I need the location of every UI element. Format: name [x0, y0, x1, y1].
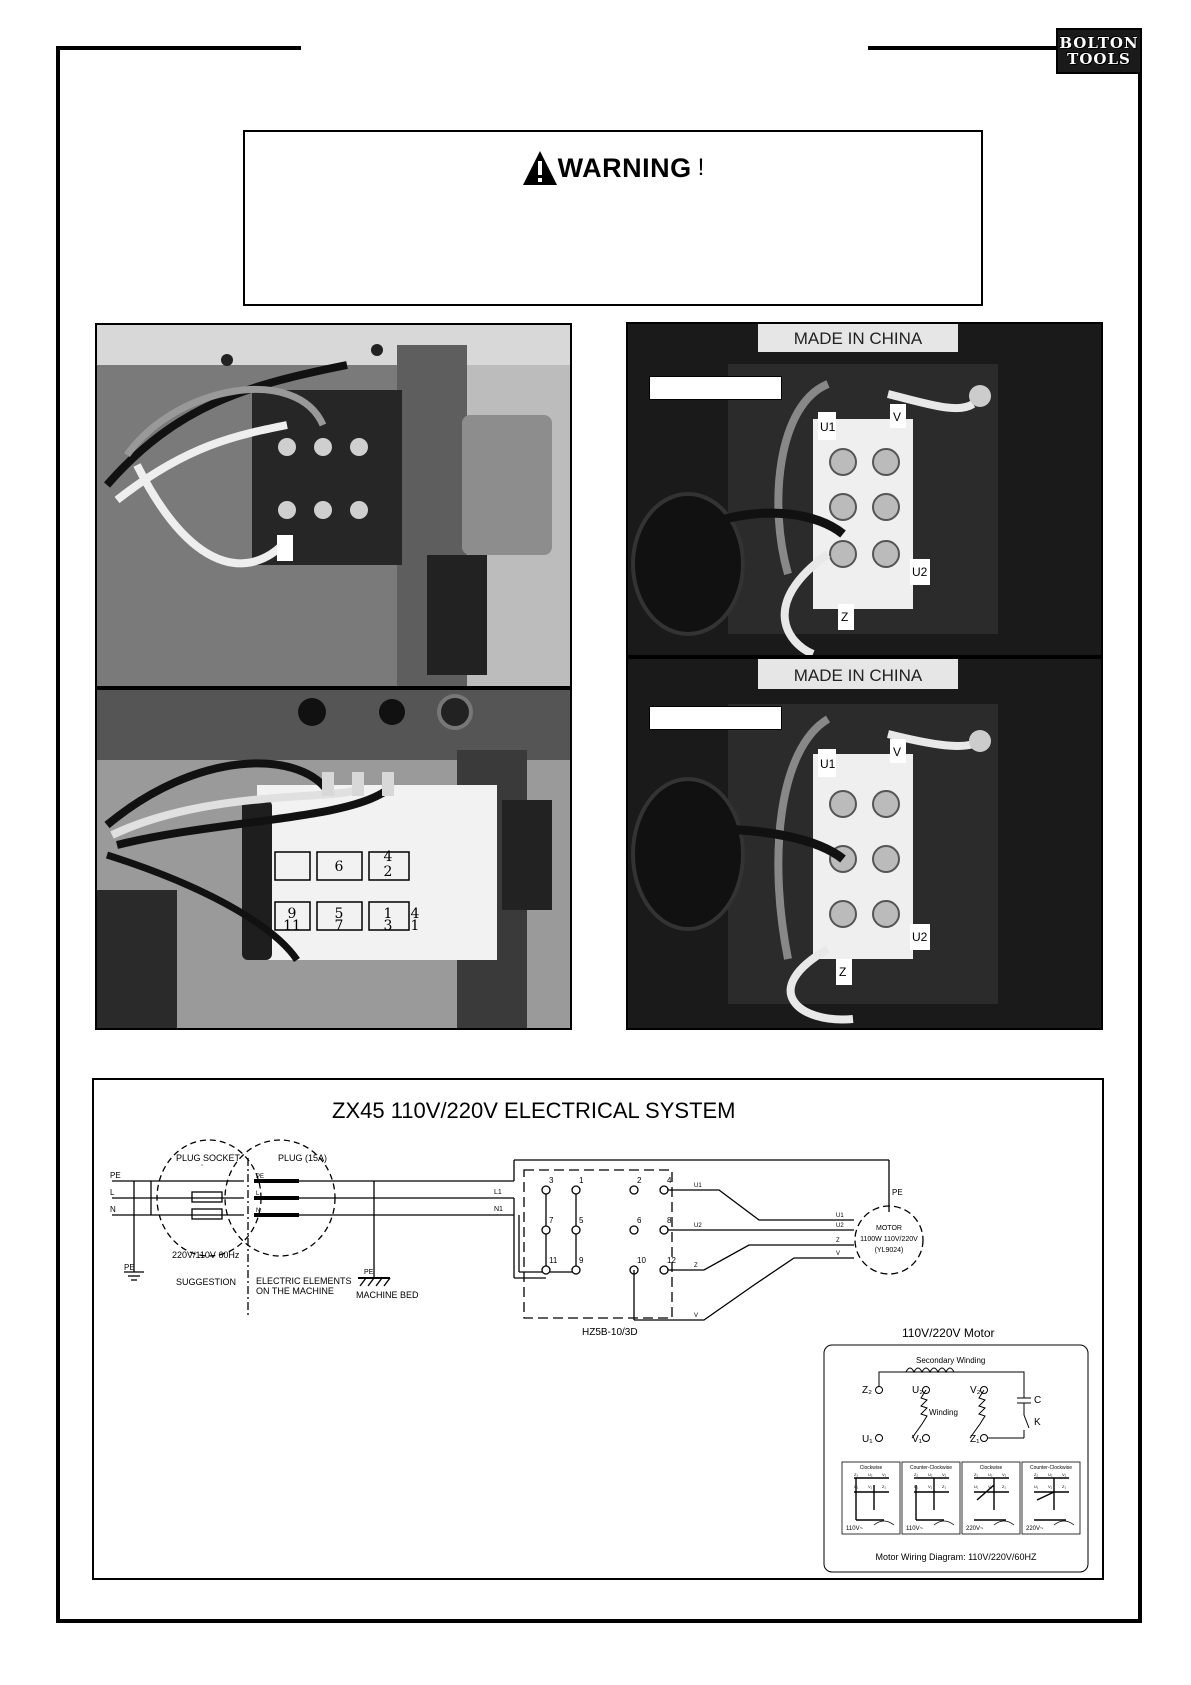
lbl-switch-k: K [1034, 1417, 1041, 1428]
mode-2 [902, 1462, 960, 1534]
logo-line2: TOOLS [1067, 50, 1131, 68]
m3-z2: Z₂ [974, 1472, 978, 1477]
term-10: 10 [637, 1256, 646, 1265]
m4-z1: Z₁ [1062, 1484, 1066, 1489]
lbl-capacitor: C [1034, 1395, 1042, 1406]
m2-v2: V₂ [942, 1472, 947, 1477]
term-2: 2 [637, 1176, 642, 1185]
m3-u2: U₂ [988, 1472, 993, 1477]
m4-v1: V₁ [1048, 1484, 1053, 1489]
lbl-electric-elements: ELECTRIC ELEMENTS [256, 1276, 352, 1286]
m2-z2: Z₂ [914, 1472, 918, 1477]
out-v: V [694, 1313, 699, 1319]
out-u2: U2 [694, 1223, 702, 1229]
motor-line1: MOTOR [876, 1225, 902, 1232]
photo-switch-bottom [95, 688, 572, 1030]
wiring-schematic [94, 1080, 1102, 1578]
warning-title: WARNING [557, 152, 692, 183]
motor-panel-title: 110V/220V Motor [902, 1326, 995, 1340]
lbl-on-machine: ON THE MACHINE [256, 1286, 334, 1296]
switch-grid-1b: 1 [410, 918, 420, 934]
t-u2: U₂ [912, 1385, 924, 1396]
m4-z2: Z₂ [1034, 1472, 1038, 1477]
switch-grid-9: 9 [287, 906, 297, 922]
lbl-ground-pe: PE [124, 1263, 135, 1272]
switch-grid-5: 5 [334, 906, 344, 922]
mode-2-dir: Counter-Clockwise [910, 1465, 952, 1471]
lbl-n: N [110, 1205, 116, 1214]
switch-grid-2: 2 [383, 864, 393, 880]
m1-z2: Z₂ [854, 1472, 858, 1477]
term-9: 9 [579, 1256, 584, 1265]
wire-label-v: V [893, 410, 902, 424]
wire-label-u2-b: U2 [912, 930, 928, 944]
term-12: 12 [667, 1256, 676, 1265]
wire-label-u1: U1 [820, 420, 836, 434]
mode-3-dir: Clockwise [979, 1465, 1003, 1471]
photo-label-patch-1 [649, 376, 782, 400]
m3-u1: U₁ [974, 1484, 979, 1489]
pin-n: N [256, 1208, 261, 1214]
m3-v1: V₁ [988, 1484, 993, 1489]
t-v2: V₂ [970, 1385, 981, 1396]
m1-z1: Z₁ [882, 1484, 886, 1489]
warning-heading [245, 150, 981, 186]
motor-line3: (YL9024) [874, 1247, 904, 1254]
term-4: 4 [667, 1176, 672, 1185]
photo-motor-terminal-1 [626, 322, 1103, 657]
warning-box [243, 130, 983, 306]
switch-grid-4b: 4 [410, 906, 420, 922]
motor-line2: 1100W 110V/220V [860, 1236, 918, 1243]
mode-4 [1022, 1462, 1080, 1534]
term-5: 5 [579, 1216, 584, 1225]
in-z: Z [836, 1238, 840, 1244]
term-8: 8 [667, 1216, 672, 1225]
t-z1: Z₁ [970, 1434, 980, 1445]
electrical-diagram [92, 1078, 1104, 1580]
m1-v1: V₁ [868, 1484, 873, 1489]
mode-1 [842, 1462, 900, 1534]
wire-label-v-b: V [893, 745, 902, 759]
nameplate-text-2: MADE IN CHINA [793, 666, 923, 685]
wire-label-z: Z [841, 610, 849, 624]
switch-grid-4a: 4 [383, 849, 393, 865]
in-u2: U2 [836, 1223, 844, 1229]
t-u1: U₁ [862, 1434, 873, 1445]
lbl-supply: 220V/110V 60Hz [172, 1250, 240, 1260]
warning-triangle-icon [522, 150, 558, 186]
diagram-title: ZX45 110V/220V ELECTRICAL SYSTEM [332, 1098, 736, 1123]
warning-mark: ! [697, 154, 705, 181]
photo-switch-top [95, 323, 572, 688]
top-rule-left [56, 46, 301, 50]
nameplate-text: MADE IN CHINA [793, 329, 923, 348]
switch-grid-3: 3 [383, 918, 393, 934]
switch-grid-11: 11 [283, 918, 301, 934]
m1-u2: U₂ [868, 1472, 873, 1477]
term-3: 3 [549, 1176, 554, 1185]
brand-logo [1056, 28, 1142, 74]
out-u1: U1 [694, 1183, 702, 1189]
term-11: 11 [549, 1256, 558, 1265]
lbl-pe: PE [110, 1171, 121, 1180]
m1-v2: V₂ [882, 1472, 887, 1477]
switch-grid-7: 7 [334, 918, 344, 934]
lbl-winding: Winding [929, 1408, 958, 1417]
m2-v1: V₁ [928, 1484, 933, 1489]
wire-label-u1-b: U1 [820, 757, 836, 771]
mode-1-dir: Clockwise [859, 1465, 883, 1471]
lbl-machine-bed: MACHINE BED [356, 1290, 419, 1300]
lbl-switch-name: HZ5B-10/3D [582, 1327, 638, 1338]
term-7: 7 [549, 1216, 554, 1225]
lbl-motor-pe: PE [892, 1188, 903, 1197]
m4-v2: V₂ [1062, 1472, 1067, 1477]
lbl-bed-pe: PE [364, 1269, 374, 1276]
top-rule-right [868, 46, 1058, 50]
pin-l: L [256, 1191, 260, 1197]
mode-2-volt: 110V~ [906, 1526, 924, 1532]
logo-line1: BOLTON [1059, 34, 1139, 52]
mode-4-volt: 220V~ [1026, 1526, 1044, 1532]
switch-grid-6: 6 [334, 859, 344, 875]
wire-label-u2: U2 [912, 565, 928, 579]
m2-u2: U₂ [928, 1472, 933, 1477]
in-v: V [836, 1251, 841, 1257]
in-u1: U1 [836, 1213, 844, 1219]
term-1: 1 [579, 1176, 584, 1185]
out-z: Z [694, 1263, 698, 1269]
m4-u2: U₂ [1048, 1472, 1053, 1477]
lbl-secondary-winding: Secondary Winding [916, 1356, 986, 1365]
mode-1-volt: 110V~ [846, 1526, 864, 1532]
lbl-l: L [110, 1188, 115, 1197]
lbl-l1: L1 [494, 1189, 502, 1196]
lbl-plug-socket: PLUG SOCKET [176, 1153, 241, 1163]
t-z2: Z₂ [862, 1385, 872, 1396]
lbl-n1: N1 [494, 1206, 503, 1213]
term-6: 6 [637, 1216, 642, 1225]
t-v1: V₁ [912, 1434, 923, 1445]
mode-4-dir: Counter-Clockwise [1030, 1465, 1072, 1471]
motor-panel [824, 1345, 1088, 1572]
m2-u1: U₁ [914, 1484, 919, 1489]
m4-u1: U₁ [1034, 1484, 1039, 1489]
m3-v2: V₂ [1002, 1472, 1007, 1477]
m2-z1: Z₁ [942, 1484, 946, 1489]
connection-diagrams [842, 1462, 1080, 1534]
lbl-plug: PLUG (15A) [278, 1153, 328, 1163]
m3-z1: Z₁ [1002, 1484, 1006, 1489]
photo-label-patch-2 [649, 706, 782, 730]
mode-3-volt: 220V~ [966, 1526, 984, 1532]
mode-3 [962, 1462, 1020, 1534]
lbl-suggestion: SUGGESTION [176, 1277, 237, 1287]
m1-u1: U₁ [854, 1484, 859, 1489]
wire-label-z-b: Z [839, 965, 847, 979]
switch-grid-1a: 1 [383, 906, 393, 922]
motor-wiring-caption: Motor Wiring Diagram: 110V/220V/60HZ [875, 1552, 1037, 1562]
pin-pe: PE [256, 1174, 265, 1180]
